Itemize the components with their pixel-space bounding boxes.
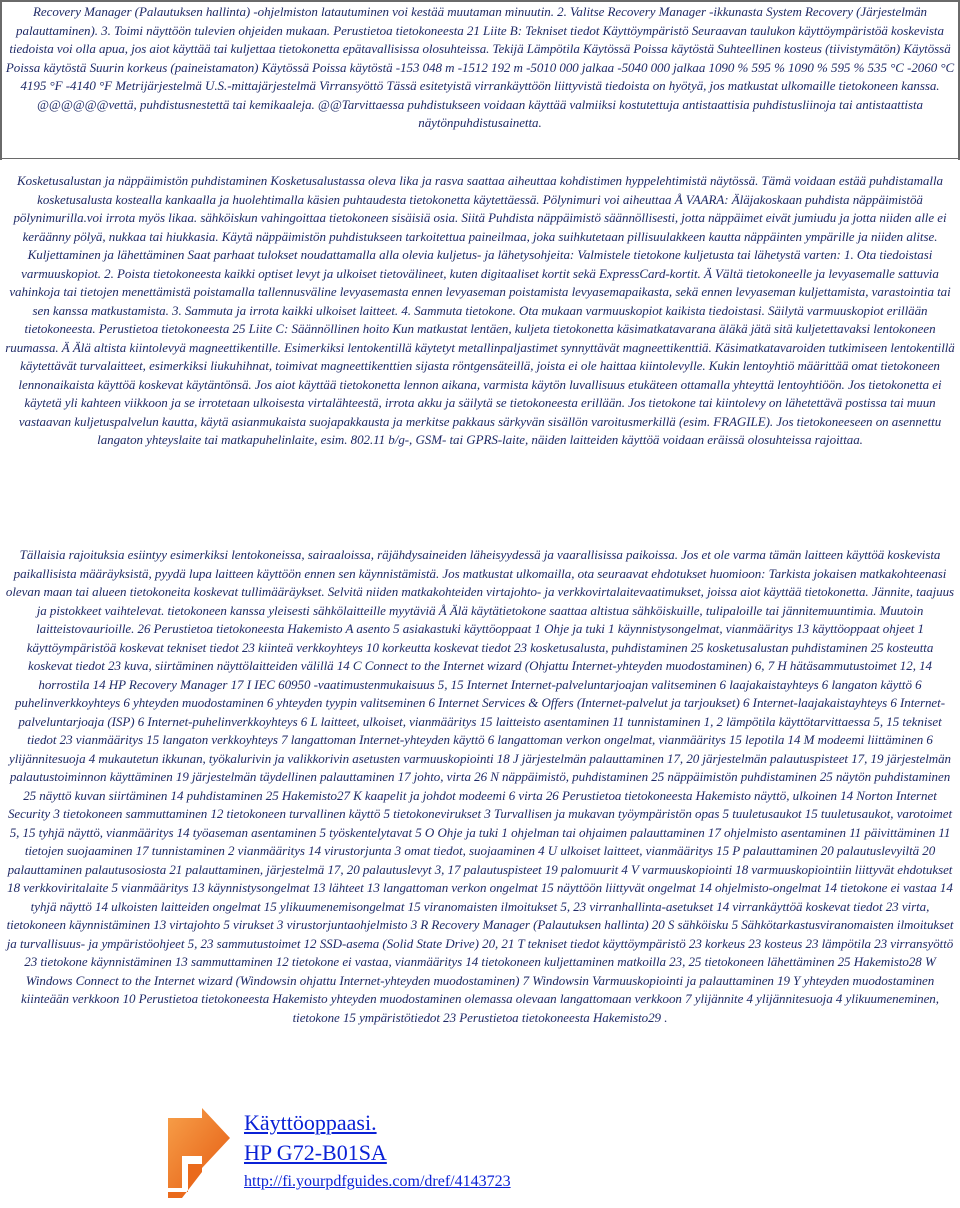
guide-url-link[interactable]: http://fi.yourpdfguides.com/dref/4143723	[244, 1173, 511, 1190]
left-border	[0, 0, 2, 160]
paragraph-restrictions-index: Tällaisia rajoituksia esiintyy esimerkiksi lentokoneissa, sairaaloissa, räjähdysaineiden läheisyydessä ja vaarallisissa paikoissa. Jos et ole varma tämän laitteen käyttöä koskevista paikallisista määräyksistä, pyydä lupa laitteen käyttöön ennen sen käynnistämistä. Jos matkustat ulkomailla, ota seuraavat ehdotukset huomioon: Tarkista jokaisen matkakohteenasi olevan maan tai alueen tietokoneita koskevat tullimääräykset. Selvitä niiden matkakohteiden virtajohto- ja verkkovirtalaitevaatimukset, joissa aiot käyttää tietokonetta. Jännite, taajuus ja pistokkeet vaihtelevat. tietokoneen kanssa yleisesti sähkölaitteille myytäviä Å Älä käytätietokone saattaa altistua sähköiskuille, tulipaloille tai jännitemuuntimia. Muutoin laitteistovaurioille. 26 Perustietoa tietokoneesta Hakemisto A asento 5 asiakastuki käyttöoppaat 1 Ohje ja tuki 1 käynnistysongelmat, vianmääritys 13 käyttöoppaat ohjeet 1 käyttöympäristöä koskevat tekniset tiedot 23 kiinteä verkkoyhteys 10 korkeutta koskevat tiedot 23 kosketusalusta, puhdistaminen 25 kosketusalustan puhdistaminen 25 kosteutta koskevat tiedot 23 kuva, siirtäminen näyttölaitteiden välillä 14 C Connect to the Internet wizard (Ohjattu Internet-yhteyden muodostaminen) 6, 7 H hätäsammutustoimet 12, 14 horrostila 14 HP Recovery Manager 17 I IEC 60950 -vaatimustenmukaisuus 5, 15 Internet Internet-palveluntarjoajan valitseminen 6 laajakaistayhteys 6 langaton käyttö 6 puhelinverkkoyhteys 6 yhteyden muodostaminen 6 yhteyden tyypin valitseminen 6 Internet Services & Offers (Internet-palvelut ja tarjoukset) 6 Internet-laajakaistayhteys 6 Internet-palveluntarjoaja (ISP) 6 Internet-puhelinverkkoyhteys 6 L laitteet, ulkoiset, vianmääritys 15 laitteisto asentaminen 11 tunnistaminen 1, 2 lämpötila käyttötarvittaessa 5, 15 tekniset tiedot 23 vianmääritys 15 langaton verkkoyhteys 7 langattoman Internet-yhteyden käyttö 6 langattoman verkon ongelmat, vianmääritys 15 lepotila 14 M modeemi liittäminen 6 ylijännitesuoja 4 mukautetun ikkunan, työkalurivin ja valikkorivin asetusten varmuuskopiointi 18 J järjestelmän palauttaminen 17, 20 järjestelmän palautuspisteet 17, 19 järjestelmän palautustoiminnon käyttäminen 19 järjestelmän täydellinen palauttaminen 17 johto, virta 26 N näppäimistö, puhdistaminen 25 näppäimistön puhdistaminen 25 näytön puhdistaminen 25 näyttö kuvan siirtäminen 14 puhdistaminen 25 Hakemisto27 K kaapelit ja johdot modeemi 6 virta 26 Perustietoa tietokoneesta Hakemisto näyttö, ulkoinen 14 Norton Internet Security 3 tietokoneen sammuttaminen 12 tietokoneen turvallinen käyttö 5 tietokonevirukset 3 Turvallisen ja mukavan työympäristön opas 5 tuuletusaukot 15 tuuletusaukot, varotoimet 5, 15 tyhjä näyttö, vianmääritys 14 työaseman asentaminen 5 työskentelytavat 5 O Ohje ja tuki 1 ohjelman tai ohjaimen palauttaminen 17 ohjelmisto asentaminen 11 päivittäminen 11 tietojen suojaaminen 17 tunnistaminen 2 vianmääritys 14 virustorjunta 3 omat tiedot, suojaaminen 4 U ulkoiset laitteet, vianmääritys 15 P palauttaminen 20 palautuslevyiltä 20 palauttaminen palautusosiosta 21 palauttaminen, järjestelmä 17, 20 palautuslevyt 3, 17 palautuspisteet 19 palomuurit 4 V varmuuskopiointi 18 varmuuskopiointiin liittyvät ehdotukset 18 verkkoviritalaite 5 vianmääritys 13 käynnistysongelmat 13 lähteet 13 langattoman verkon ongelmat 15 näyttöön liittyvät ongelmat 14 ohjelmisto-ongelmat 14 tietokone ei vastaa 14 tyhjä näyttö 14 ulkoisten laitteiden ongelmat 15 ylikuumenemisongelmat 15 viranomaisten ilmoitukset 5, 23 virranhallinta-asetukset 14 virrankäyttöä koskevat tiedot 23 virta, tietokoneen käynnistäminen 13 virtajohto 5 virukset 3 virustorjuntaohjelmisto 3 R Recovery Manager (Palautuksen hallinta) 20 S sähköisku 5 Sähkötarkastusviranomaisten ilmoitukset ja turvallisuus- ja ympäristöohjeet 5, 23 sammutustoimet 12 SSD-asema (Solid State Drive) 20, 21 T tekniset tiedot käyttöympäristö 23 korkeus 23 kosteus 23 lämpötila 23 virransyöttö 23 tietokone käynnistäminen 13 sammuttaminen 12 tietokone ei vastaa, vianmääritys 14 tietokoneen kuljettaminen matkoilla 23, 25 tietokoneen lähettäminen 25 Hakemisto28 W Windows Connect to the Internet wizard (Windowsin ohjattu Internet-yhteyden muodostaminen) 7 Windowsin Varmuuskopiointi ja palauttaminen 19 Y yhteyden muodostaminen kiinteään verkkoon 10 Perustietoa tietokoneesta Hakemisto yhteyden muodostaminen olemassa olevaan langattomaan verkkoon 7 ylijännite 4 ylijännitesuoja 4 ylikuumeneminen, tietokone 15 ympäristötiedot 23 Perustietoa tietokoneesta Hakemisto29 .	[5, 547, 955, 1025]
paragraph-recovery-specs: Recovery Manager (Palautuksen hallinta) -ohjelmiston latautuminen voi kestää muutaman minuutin. 2. Valitse Recovery Manager -ikkunasta System Recovery (Järjestelmän palauttaminen). 3. Toimi näyttöön tulevien ohjeiden mukaan. Perustietoa tietokoneesta 21 Liite B: Tekniset tiedot Käyttöympäristö Seuraavan taulukon käyttöympäristöä koskevista tiedoista voi olla apua, jos aiot käyttää tai kuljettaa tietokonetta epätavallisissa olosuhteissa. Tekijä Lämpötila Käytössä Poissa käytöstä Suhteellinen kosteus (tiivistymätön) Käytössä Poissa käytöstä Suurin korkeus (paineistamaton) Käytössä Poissa käytöstä -153 048 m -1512 192 m -5010 000 jalkaa -5040 000 jalkaa 1090 % 595 % 1090 % 595 % 535 °C -2060 °C 4195 °F -4140 °F Metrijärjestelmä U.S.-mittajärjestelmä Virransyöttö Tässä esitetyistä virrankäyttöön liittyvistä tiedoista on hyötyä, jos matkustat ulkomaille tietokoneen kanssa. @@@@@@vettä, puhdistusnestettä tai kemikaaleja. @@Tarvittaessa puhdistukseen voidaan käyttää valmiiksi kostutettuja antistaattisia puhdistusliinoja tai antistaattista näytönpuhdistusainetta.	[5, 4, 955, 130]
paragraph-cleaning-transport: Kosketusalustan ja näppäimistön puhdistaminen Kosketusalustassa oleva lika ja rasva saattaa aiheuttaa kohdistimen hyppelehtimistä näytössä. Tämä voidaan estää puhdistamalla kosketusalusta kostealla kankaalla ja huolehtimalla käsien puhtaudesta tietokonetta käytettäessä. Pölynimuri voi aiheuttaa Å VAARA: Äläjakoskaan puhdista näppäimistöä pölynimurilla.voi irrota myös likaa. sähköiskun vahingoittaa tietokoneen sisäisiä osia. Siitä Puhdista näppäimistö säännöllisesti, jotta näppäimet eivät jumiudu ja jotta niiden alle ei keräänny pölyä, nukkaa tai hiukkasia. Käytä näppäimistön puhdistukseen tarkoitettua paineilmaa, joka suihkutetaan pillisuulakkeen kautta näppäinten ympärille ja niiden alitse. Kuljettaminen ja lähettäminen Saat parhaat tulokset noudattamalla alla olevia kuljetus- ja lähetysohjeita: Valmistele tietokone kuljetusta tai lähetystä varten: 1. Ota tiedoistasi varmuuskopiot. 2. Poista tietokoneesta kaikki optiset levyt ja ulkoiset tietovälineet, kuten digitaaliset kortit sekä ExpressCard-kortit. Ä Vältä tietokoneelle ja levyasemalle sattuvia vahinkoja tai tietojen menettämistä poistamalla tallennusväline levyasemasta ennen levyaseman poistamista levyasemapaikasta, sekä ennen levyaseman kuljettamista, varastointia tai sen kanssa matkustamista. 3. Sammuta ja irrota kaikki ulkoiset laitteet. 4. Sammuta tietokone. Ota mukaan varmuuskopiot kaikista tiedoistasi. Säilytä varmuuskopiot erillään tietokoneesta. Perustietoa tietokoneesta 25 Liite C: Säännöllinen hoito Kun matkustat lentäen, kuljeta tietokonetta käsimatkatavarana äläkä jätä sitä kuljetettavaksi lentokoneen ruumassa. Ä Älä altista kiintolevyä magneettikentille. Esimerkiksi lentokentillä käytetyt metallinpaljastimet synnyttävät magneettikenttiä. Käsimatkatavaroiden tutkimiseen lentokentillä käytettävät turvalaitteet, esimerkiksi liukuhihnat, toimivat magneettikenttien sijasta röntgensäteillä, joista ei ole haittaa kiintolevylle. Kukin lentoyhtiö määrittää omat tietokoneen lennonaikaista käyttöä koskevat käytäntönsä. Jos aiot käyttää tietokonetta lennon aikana, varmista käytön luvallisuus etukäteen ottamalla yhteyttä lentoyhtiöön. Jos tietokonetta ei käytetä yli kahteen viikkoon ja se irrotetaan ulkoisesta virtalähteestä, irrota akku ja säilytä se tietokoneesta erillään. Jos tietokone tai kiintolevy on lähetettävä postissa tai muun vastaavan kuljetuspalvelun kautta, käytä asianmukaista suojapakkausta ja merkitse pakkaus särkyvän sisällön varoitusmerkillä (esim. FRAGILE). Jos tietokoneeseen on asennettu langaton yhteyslaite tai matkapuhelinlaite, esim. 802.11 b/g-, GSM- tai GPRS-laite, näiden laitteiden käyttöä voidaan eräissä olosuhteissa rajoittaa.	[5, 173, 955, 447]
pdf-guides-arrow-logo-icon	[158, 1108, 232, 1200]
footer-guide-link	[158, 1108, 718, 1200]
guide-links	[244, 1108, 724, 1196]
model-link[interactable]: HP G72-B01SA	[244, 1140, 387, 1165]
section-divider	[0, 158, 960, 159]
top-border	[0, 0, 960, 2]
manual-title-link[interactable]: Käyttöoppaasi.	[244, 1110, 377, 1135]
